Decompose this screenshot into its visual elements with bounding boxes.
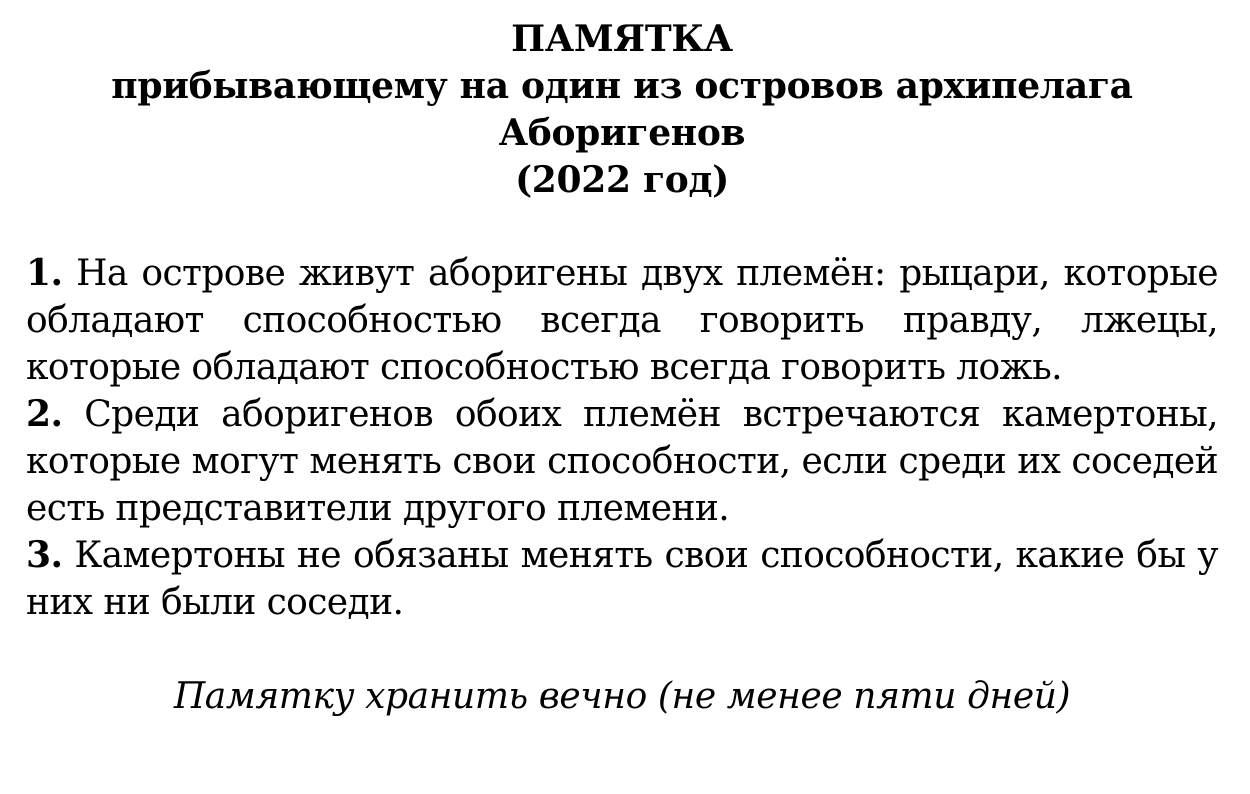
rule-number: 2. <box>26 393 63 435</box>
memo-year: (2022 год) <box>515 159 729 201</box>
rule-text: Камертоны не обязаны менять свои способности, какие бы у них ни были соседи. <box>26 535 1218 623</box>
memo-subtitle-line-1: прибывающему на один из островов архипелага <box>111 65 1133 107</box>
rule-number: 1. <box>26 252 63 294</box>
rule-text: Среди аборигенов обоих племён встречаются камертоны, которые могут менять свои способности, если среди их соседей есть представители другого племени. <box>26 394 1218 529</box>
rule-item-2 <box>26 391 1218 532</box>
memo-title-block <box>26 16 1218 204</box>
rule-item-3 <box>26 532 1218 626</box>
footer-note: Памятку хранить вечно (не менее пяти дней) <box>173 676 1071 717</box>
memo-title: ПАМЯТКА <box>511 18 733 60</box>
memo-subtitle-line-2: Аборигенов <box>498 112 746 154</box>
rules-list <box>26 250 1218 626</box>
rule-text: На острове живут аборигены двух племён: рыцари, которые обладают способностью всегда говорить правду, лжецы, которые обладают способностью всегда говорить ложь. <box>26 253 1219 388</box>
memo-document <box>26 16 1218 720</box>
rule-number: 3. <box>26 534 63 576</box>
rule-item-1 <box>26 250 1218 391</box>
